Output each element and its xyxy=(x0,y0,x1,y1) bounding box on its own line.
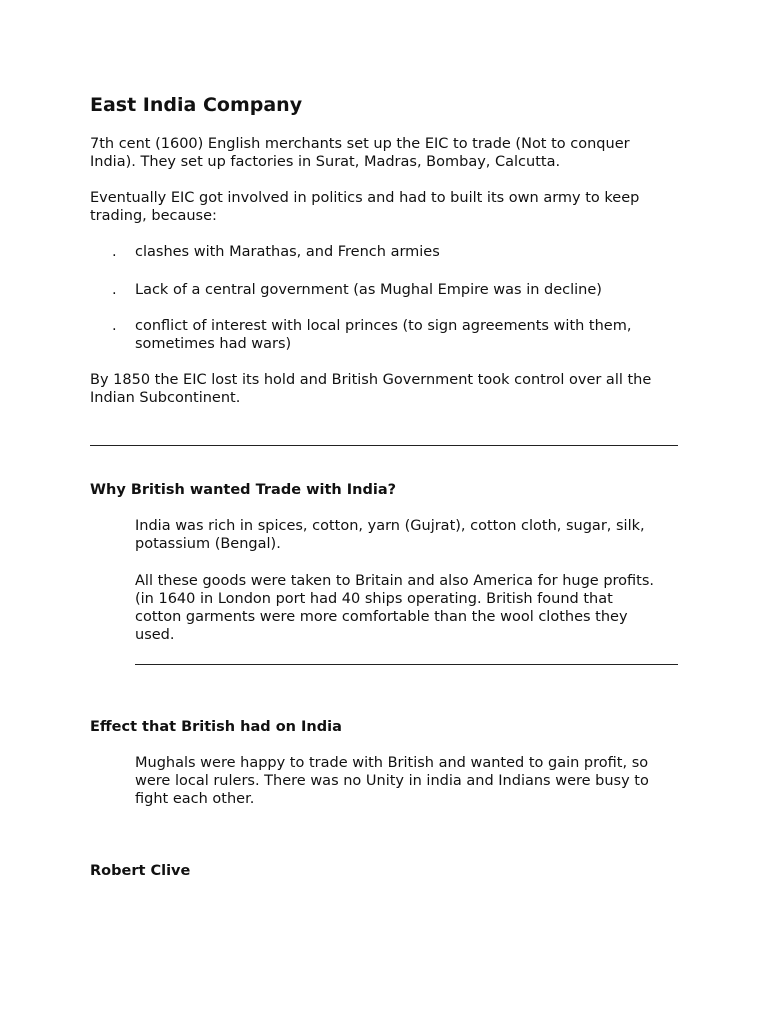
section-divider xyxy=(90,445,678,446)
trade-paragraph-1-line-2: potassium (Bengal). xyxy=(135,536,281,552)
intro-paragraph-2-line-2: trading, because: xyxy=(90,208,217,224)
section-heading-effect: Effect that British had on India xyxy=(90,719,342,735)
effect-paragraph-line-1: Mughals were happy to trade with British and wanted to gain profit, so xyxy=(135,755,649,771)
effect-paragraph-line-2: were local rulers. There was no Unity in india and Indians were busy to xyxy=(135,773,649,789)
bullet-item-3-line-2: sometimes had wars) xyxy=(135,336,292,352)
bullet-item-1: clashes with Marathas, and French armies xyxy=(135,244,440,260)
page-title: East India Company xyxy=(90,94,303,116)
trade-paragraph-2-line-2: (in 1640 in London port had 40 ships operating. British found that xyxy=(135,591,613,607)
conclusion-line-1: By 1850 the EIC lost its hold and British Government took control over all the xyxy=(90,372,652,388)
bullet-marker: . xyxy=(112,318,117,334)
section-heading-robert-clive: Robert Clive xyxy=(90,863,191,879)
indented-divider xyxy=(135,664,678,665)
conclusion-line-2: Indian Subcontinent. xyxy=(90,390,241,406)
effect-paragraph-line-3: fight each other. xyxy=(135,791,255,807)
trade-paragraph-2-line-1: All these goods were taken to Britain and also America for huge profits. xyxy=(135,573,655,589)
trade-paragraph-2-line-3: cotton garments were more comfortable than the wool clothes they xyxy=(135,609,628,625)
intro-paragraph-1-line-2: India). They set up factories in Surat, Madras, Bombay, Calcutta. xyxy=(90,154,561,170)
bullet-item-3-line-1: conflict of interest with local princes (to sign agreements with them, xyxy=(135,318,632,334)
bullet-marker: . xyxy=(112,244,117,260)
section-heading-trade: Why British wanted Trade with India? xyxy=(90,482,397,498)
bullet-item-2: Lack of a central government (as Mughal Empire was in decline) xyxy=(135,282,602,298)
trade-paragraph-1-line-1: India was rich in spices, cotton, yarn (Gujrat), cotton cloth, sugar, silk, xyxy=(135,518,645,534)
trade-paragraph-2-line-4: used. xyxy=(135,627,175,643)
bullet-marker: . xyxy=(112,282,117,298)
intro-paragraph-1-line-1: 7th cent (1600) English merchants set up the EIC to trade (Not to conquer xyxy=(90,136,630,152)
intro-paragraph-2-line-1: Eventually EIC got involved in politics and had to built its own army to keep xyxy=(90,190,640,206)
